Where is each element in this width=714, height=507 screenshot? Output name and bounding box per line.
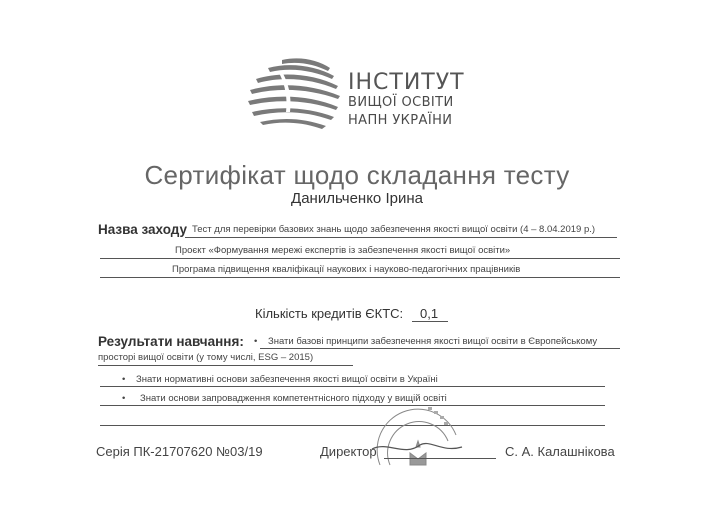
result-item-3: Знати основи запровадження компетентнісного підходу у вищій освіті [140, 393, 447, 404]
event-project: Проєкт «Формування мережі експертів із забезпечення якості вищої освіти» [175, 245, 511, 256]
certificate-title: Сертифікат щодо складання тесту [144, 160, 570, 190]
institute-name-line2: ВИЩОЇ ОСВІТИ [348, 95, 454, 110]
bullet-icon: • [254, 336, 258, 347]
credits-label: Кількість кредитів ЄКТС: [255, 306, 404, 321]
director-name: С. А. Калашнікова [505, 444, 615, 459]
result-underline-2 [100, 386, 605, 387]
signature-line [384, 458, 496, 459]
bullet-icon: • [122, 393, 126, 404]
bullet-icon: • [122, 374, 126, 385]
result-underline-1 [260, 348, 620, 349]
institute-name-line1: ІНСТИТУТ [348, 70, 465, 95]
result-item-2: Знати нормативні основи забезпечення якості вищої освіти в Україні [136, 374, 438, 385]
event-name: Тест для перевірки базових знань щодо забезпечення якості вищої освіти (4 – 8.04.2019 р.) [192, 224, 596, 235]
results-label: Результати навчання: [98, 334, 244, 349]
program-underline [100, 277, 620, 278]
event-label: Назва заходу [98, 222, 188, 237]
project-underline [100, 258, 620, 259]
recipient-name: Данильченко Ірина [291, 190, 423, 207]
result-underline-3 [100, 405, 605, 406]
credits-value: 0,1 [420, 306, 439, 321]
institute-name-line3: НАПН УКРАЇНИ [348, 113, 453, 128]
certificate-series: Серія ПК-21707620 №03/19 [96, 444, 263, 459]
result-underline-1b [98, 365, 353, 366]
blank-underline [100, 425, 605, 426]
result-item-1-cont: просторі вищої освіти (у тому числі, ESG – 2015) [98, 352, 314, 363]
event-program: Програма підвищення кваліфікації наукових і науково-педагогічних працівників [172, 264, 521, 275]
event-underline [185, 237, 617, 238]
institute-logo-icon [242, 52, 346, 136]
director-label: Директор [320, 444, 377, 459]
credits-underline [412, 321, 448, 322]
result-item-1: Знати базові принципи забезпечення якості вищої освіти в Європейському [268, 336, 598, 347]
